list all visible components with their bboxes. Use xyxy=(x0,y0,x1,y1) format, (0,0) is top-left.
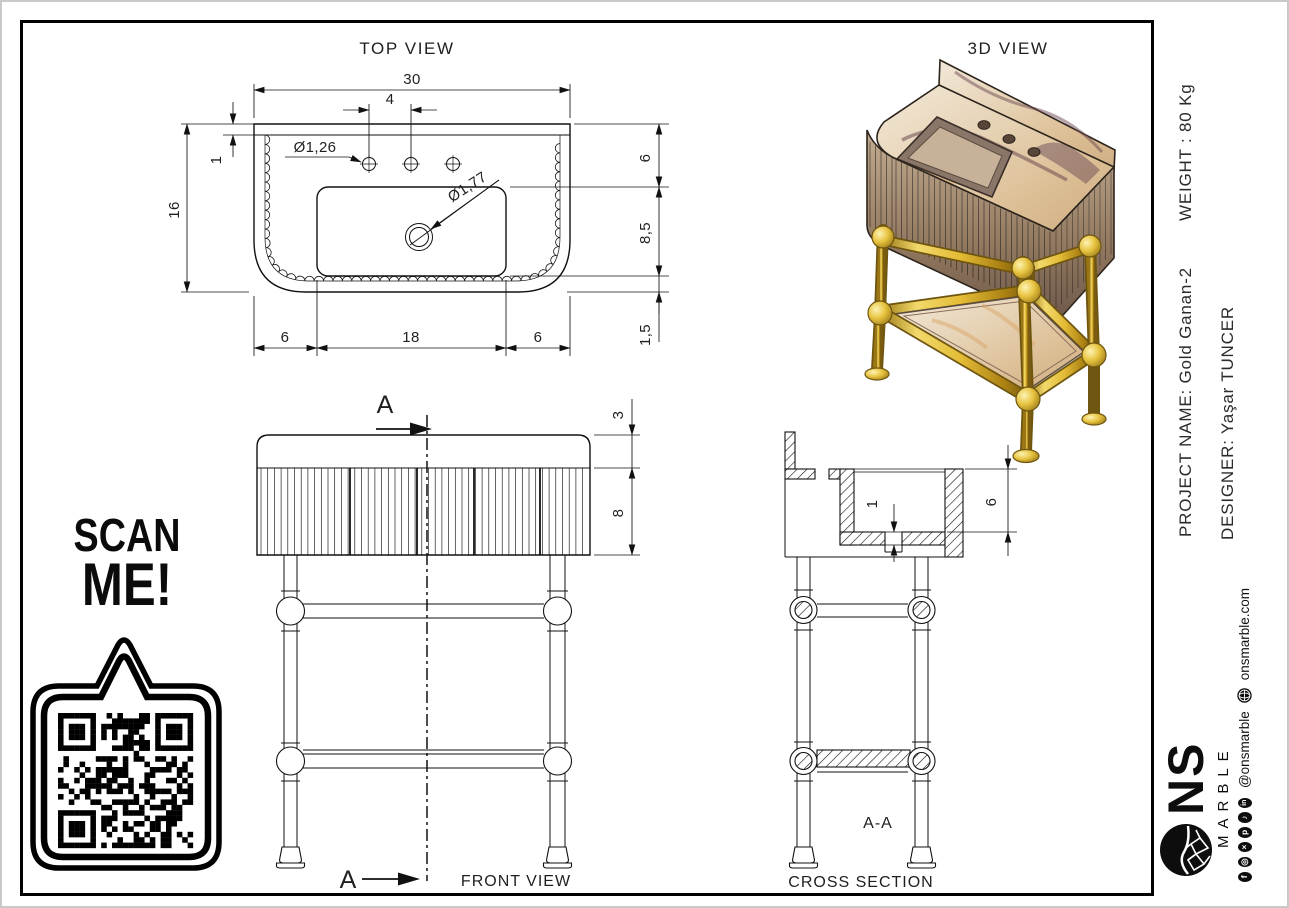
top-view-title: TOP VIEW xyxy=(359,39,455,58)
cross-section-title: CROSS SECTION xyxy=(788,874,934,891)
svg-text:16: 16 xyxy=(166,201,183,219)
scan-me-line2: ME! xyxy=(81,551,173,619)
drain-hole xyxy=(406,224,433,251)
website-text: onsmarble.com xyxy=(1237,587,1252,681)
section-legs xyxy=(797,557,928,847)
brand-subtitle: MARBLE xyxy=(1215,744,1232,848)
dimension-width-30 xyxy=(254,71,570,118)
scan-me-line1: SCAN xyxy=(73,509,181,561)
svg-text:Ø1,77: Ø1,77 xyxy=(444,168,491,207)
dimension-rim-1 xyxy=(208,102,254,164)
leg-collars xyxy=(281,591,568,781)
front-view-drawing xyxy=(242,385,677,897)
dimension-front-heights xyxy=(594,399,640,555)
svg-text:A: A xyxy=(339,866,357,894)
svg-text:8,5: 8,5 xyxy=(637,221,654,245)
brand-name: NS xyxy=(1158,741,1214,815)
svg-text:6: 6 xyxy=(280,329,290,346)
dimension-depth-16 xyxy=(166,124,254,292)
svg-text:6: 6 xyxy=(637,153,654,163)
svg-text:3: 3 xyxy=(610,410,627,420)
svg-text:18: 18 xyxy=(402,329,420,346)
svg-text:30: 30 xyxy=(403,71,421,88)
dimension-floor-thickness xyxy=(864,500,909,562)
svg-text:4: 4 xyxy=(385,91,395,108)
drain-diameter-callout xyxy=(410,168,499,245)
linkedin-icon: in xyxy=(1238,798,1252,808)
svg-text:1: 1 xyxy=(208,155,225,165)
svg-text:Ø1,26: Ø1,26 xyxy=(293,139,337,156)
tiktok-icon: ♪ xyxy=(1238,812,1252,822)
svg-text:1: 1 xyxy=(864,499,881,509)
svg-text:6: 6 xyxy=(983,497,1000,507)
front-legs xyxy=(284,555,565,847)
hole-diameter-callout xyxy=(285,139,361,162)
section-name-label: A-A xyxy=(863,815,893,832)
cross-section-drawing xyxy=(747,400,1057,897)
section-arrow-bottom xyxy=(340,866,420,894)
x-icon: × xyxy=(1238,842,1252,852)
weight-value: WEIGHT : 80 Kg xyxy=(1176,83,1195,222)
facebook-icon: f xyxy=(1238,872,1252,882)
svg-text:8: 8 xyxy=(610,508,627,518)
social-handle: @onsmarble xyxy=(1237,711,1252,789)
designer-text xyxy=(1218,280,1238,540)
svg-text:6: 6 xyxy=(533,329,543,346)
instagram-icon: ◎ xyxy=(1238,857,1252,867)
three-d-view-title: 3D VIEW xyxy=(967,39,1049,58)
section-arrow-top xyxy=(376,391,432,436)
globe-icon xyxy=(1237,688,1252,703)
front-view-title: FRONT VIEW xyxy=(460,873,572,890)
project-name-value: PROJECT NAME: Gold Ganan-2 xyxy=(1176,267,1195,537)
dimension-chain-right xyxy=(510,124,669,346)
project-name-text xyxy=(1176,57,1196,537)
svg-text:A: A xyxy=(376,391,394,419)
pinterest-icon: p xyxy=(1238,827,1252,837)
brand-block xyxy=(1158,588,1276,888)
top-view-drawing xyxy=(167,30,707,382)
svg-text:1,5: 1,5 xyxy=(637,323,654,347)
designer-value: DESIGNER: Yaşar TUNCER xyxy=(1218,306,1237,540)
ons-logo-icon xyxy=(1158,822,1214,878)
scan-me-label xyxy=(54,509,200,619)
qr-code xyxy=(27,630,237,885)
